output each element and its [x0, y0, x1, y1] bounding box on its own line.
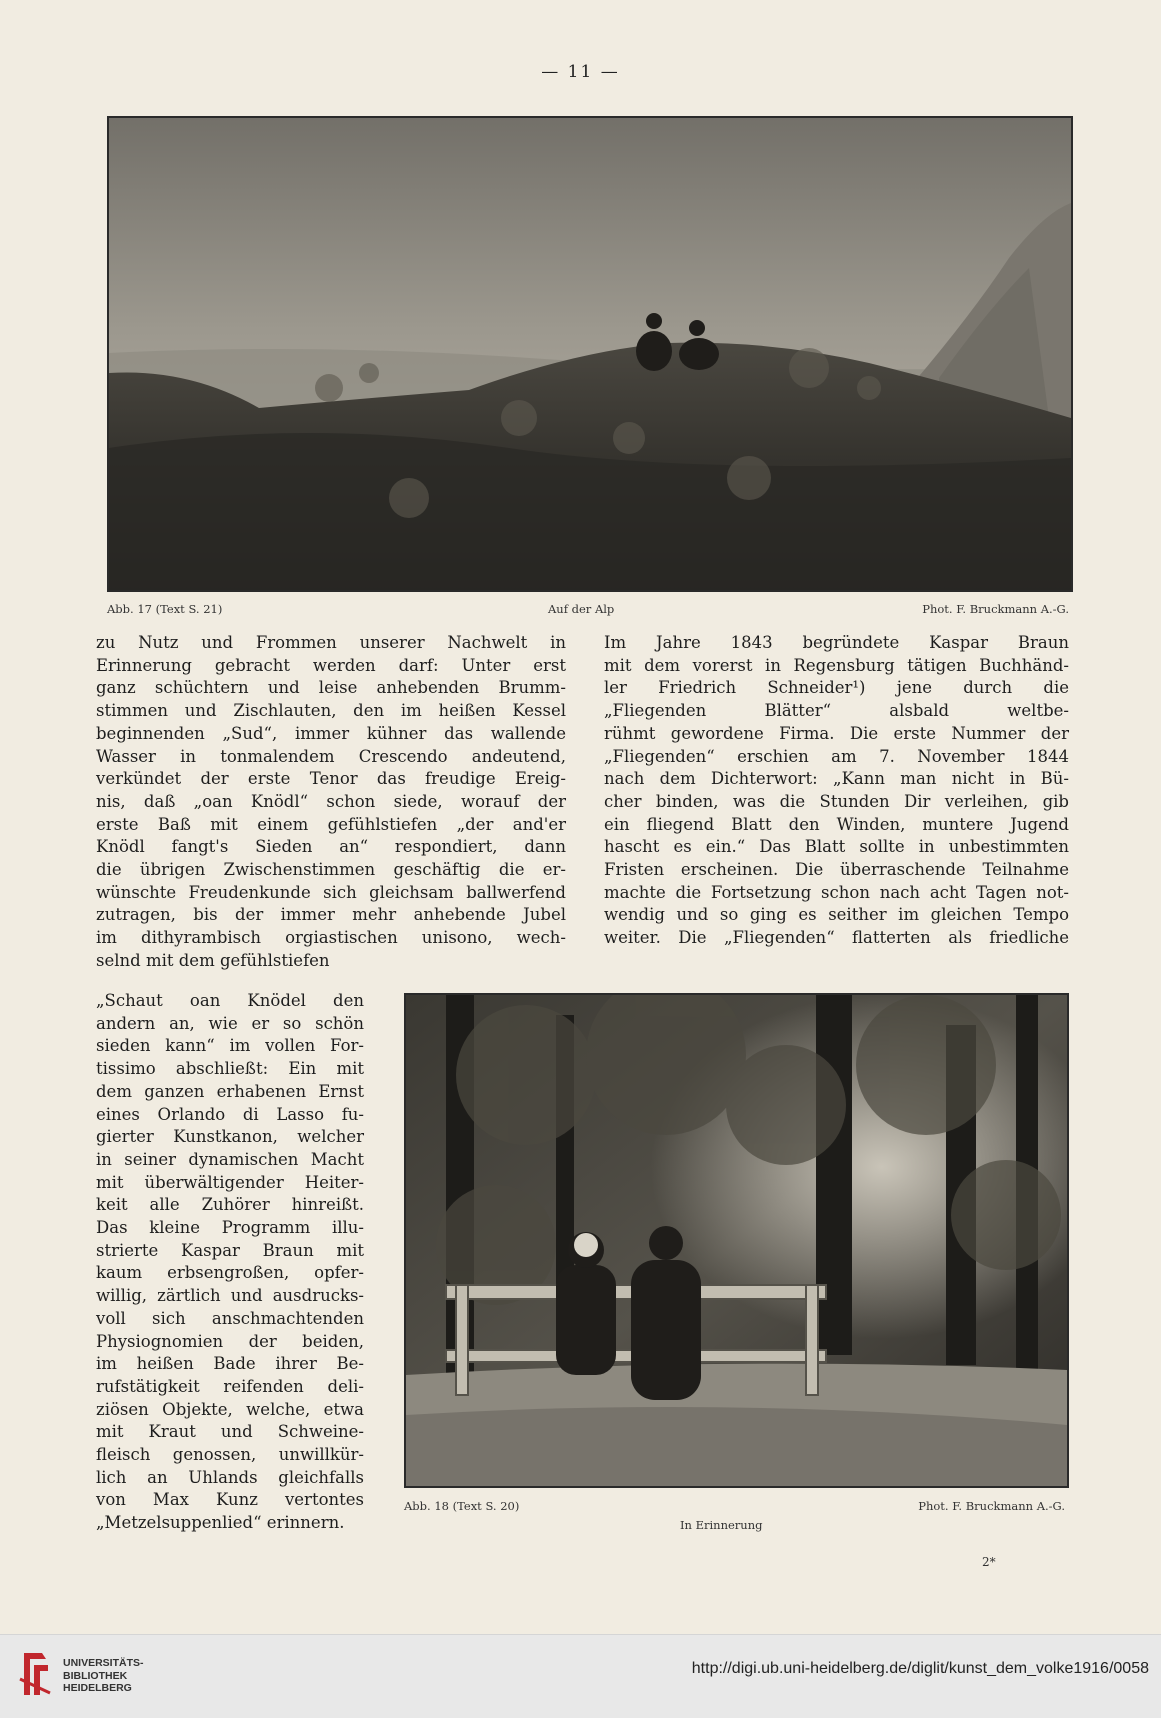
text-line: strierte Kaspar Braun mit	[96, 1240, 364, 1260]
text-line: voll sich anschmachtenden	[96, 1308, 364, 1328]
text-line: beginnenden „Sud“, immer kühner das wallende	[96, 723, 566, 743]
text-line: mit Kraut und Schweine-	[96, 1422, 364, 1442]
text-line: willig, zärtlich und ausdrucks-	[96, 1286, 364, 1306]
text-line: Fristen erscheinen. Die überraschende Teilnahme	[604, 860, 1069, 880]
text-line: zutragen, bis der immer mehr anhebende Jubel	[96, 905, 566, 925]
text-line: weiter. Die „Fliegenden“ flatterten als friedliche	[604, 928, 1069, 948]
text-line: mit überwältigender Heiter-	[96, 1172, 364, 1192]
library-footer	[0, 1634, 1161, 1718]
text-line: kaum erbsengroßen, opfer-	[96, 1263, 364, 1283]
text-line: Physiognomien der beiden,	[96, 1331, 364, 1351]
text-line: sieden kann“ im vollen For-	[96, 1036, 364, 1056]
text-line: selnd mit dem gefühlstiefen	[96, 950, 330, 970]
text-line: fleisch genossen, unwillkür-	[96, 1445, 364, 1465]
text-line: im heißen Bade ihrer Be-	[96, 1354, 364, 1374]
text-line: nis, daß „oan Knödl“ schon siede, worauf der	[96, 791, 566, 811]
text-line: mit dem vorerst in Regensburg tätigen Buchhänd-	[604, 655, 1069, 675]
text-line: verkündet der erste Tenor das freudige Ereig-	[96, 769, 566, 789]
signature-mark: 2*	[982, 1555, 996, 1569]
right-column-text	[604, 632, 1069, 950]
caption-title-in-erinnerung: In Erinnerung	[680, 1518, 763, 1532]
text-line: Erinnerung gebracht werden darf: Unter erst	[96, 655, 566, 675]
text-line: dem ganzen erhabenen Ernst	[96, 1081, 364, 1101]
library-name-line: BIBLIOTHEK	[63, 1669, 128, 1682]
text-line: im dithyrambisch orgiastischen unisono, wech-	[96, 928, 566, 948]
text-line: erste Baß mit einem gefühlstiefen „der and'er	[96, 814, 566, 834]
text-line: Wasser in tonmalendem Crescendo andeutend,	[96, 746, 566, 766]
text-line: lich an Uhlands gleichfalls	[96, 1467, 364, 1487]
library-name	[63, 1657, 144, 1695]
text-line: rufstätigkeit reifenden deli-	[96, 1376, 364, 1396]
text-line: nach dem Dichterwort: „Kann man nicht in Bü-	[604, 769, 1069, 789]
library-name-line: HEIDELBERG	[63, 1682, 132, 1694]
university-library-logo-icon	[16, 1649, 54, 1699]
left-column-narrow-text	[96, 990, 364, 1535]
caption-title-auf-der-alp: Auf der Alp	[548, 602, 615, 616]
painting-auf-der-alp	[107, 116, 1073, 592]
text-line: hascht es ein.“ Das Blatt sollte in unbestimmten	[604, 837, 1069, 857]
text-line: gierter Kunstkanon, welcher	[96, 1127, 364, 1147]
caption-photo-credit-top: Phot. F. Bruckmann A.-G.	[922, 602, 1069, 616]
text-line: rühmt gewordene Firma. Die erste Nummer der	[604, 723, 1069, 743]
text-line: Im Jahre 1843 begründete Kaspar Braun	[604, 633, 1069, 652]
text-line: „Fliegenden Blätter“ alsbald weltbe-	[604, 701, 1069, 721]
text-line: „Schaut oan Knödel den	[96, 991, 364, 1010]
caption-abb-18: Abb. 18 (Text S. 20)	[404, 1499, 520, 1513]
text-line: wendig und so ging es seither im gleichen Tempo	[604, 905, 1069, 925]
text-line: stimmen und Zischlauten, den im heißen Kessel	[96, 701, 566, 721]
text-line: zu Nutz und Frommen unserer Nachwelt in	[96, 633, 566, 652]
page-number: — 11 —	[541, 62, 620, 82]
painting-in-erinnerung	[404, 993, 1069, 1488]
text-line: die übrigen Zwischenstimmen geschäftig die er-	[96, 860, 566, 880]
caption-abb-17: Abb. 17 (Text S. 21)	[107, 602, 223, 616]
text-line: wünschte Freudenkunde sich gleichsam ballwerfend	[96, 882, 566, 902]
text-line: keit alle Zuhörer hinreißt.	[96, 1195, 364, 1215]
source-url-link[interactable]: http://digi.ub.uni-heidelberg.de/diglit/kunst_dem_volke1916/0058	[691, 1660, 1149, 1677]
text-line: ler Friedrich Schneider¹) jene durch die	[604, 678, 1069, 698]
text-line: ziösen Objekte, welche, etwa	[96, 1399, 364, 1419]
text-line: machte die Fortsetzung schon nach acht Tagen not-	[604, 882, 1069, 902]
text-line: in seiner dynamischen Macht	[96, 1149, 364, 1169]
left-column-text	[96, 632, 566, 973]
text-line: tissimo abschließt: Ein mit	[96, 1059, 364, 1079]
text-line: „Metzelsuppenlied“ erinnern.	[96, 1513, 345, 1533]
caption-photo-credit-bottom: Phot. F. Bruckmann A.-G.	[918, 1499, 1065, 1513]
text-line: Knödl fangt's Sieden an“ respondiert, dann	[96, 837, 566, 857]
text-line: ein fliegend Blatt den Winden, muntere Jugend	[604, 814, 1069, 834]
text-line: andern an, wie er so schön	[96, 1013, 364, 1033]
text-line: cher binden, was die Stunden Dir verleihen, gib	[604, 791, 1069, 811]
text-line: „Fliegenden“ erschien am 7. November 1844	[604, 746, 1069, 766]
library-name-line: UNIVERSITÄTS-	[63, 1657, 144, 1669]
text-line: Das kleine Programm illu-	[96, 1218, 364, 1238]
text-line: ganz schüchtern und leise anhebenden Brumm-	[96, 678, 566, 698]
text-line: von Max Kunz vertontes	[96, 1490, 364, 1510]
text-line: eines Orlando di Lasso fu-	[96, 1104, 364, 1124]
